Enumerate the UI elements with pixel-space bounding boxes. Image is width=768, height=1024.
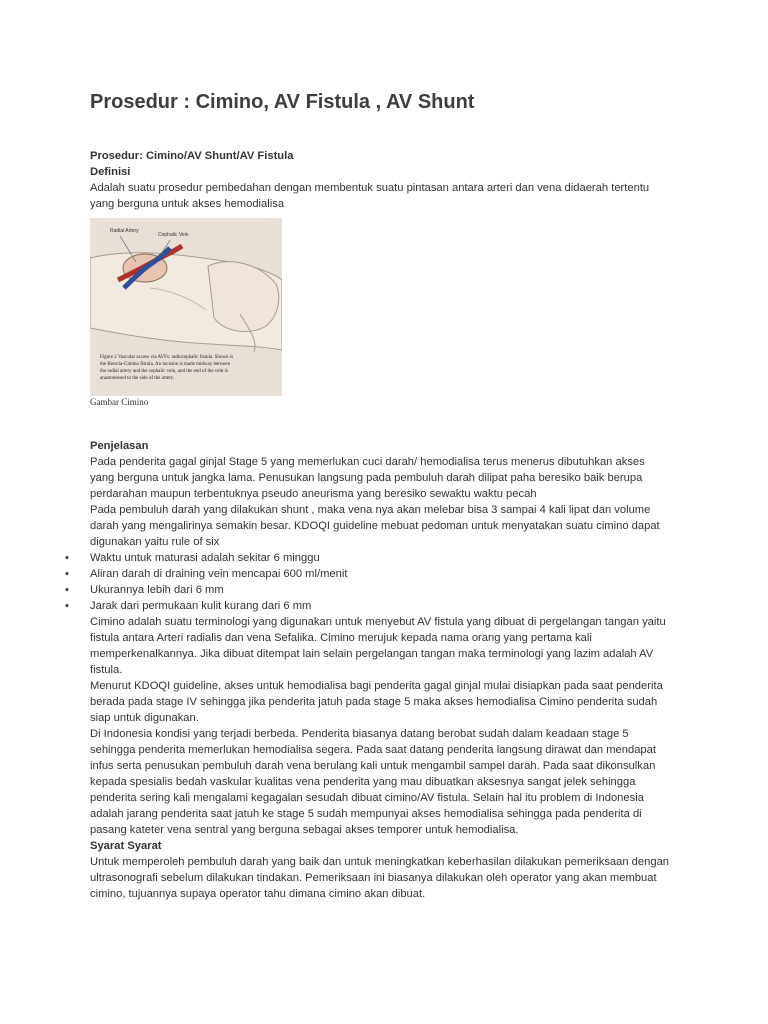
paragraph-line: Cimino adalah suatu terminologi yang digunakan untuk menyebut AV fistula yang dibuat di pergelangan tangan yaitu bbox=[90, 616, 666, 628]
figure-caption-line: the Brescia-Cimino fistula. An incision is made midway between bbox=[100, 362, 231, 367]
figure-name: Gambar Cimino bbox=[90, 397, 149, 407]
paragraph-line: yang berguna untuk jangka lama. Penusukan langsung pada pembuluh darah dilipat paha beresiko baik berupa bbox=[90, 472, 643, 484]
list-item-text: Ukurannya lebih dari 6 mm bbox=[90, 584, 224, 596]
paragraph-line: fistula. bbox=[90, 664, 123, 676]
definition-line: Adalah suatu prosedur pembedahan dengan membentuk suatu pintasan antara arteri dan vena didaerah tertentu bbox=[90, 182, 650, 194]
bullet-icon: • bbox=[65, 600, 69, 612]
definition-line: yang berguna untuk akses hemodialisa bbox=[90, 198, 285, 210]
paragraph-line: darah yang mengalirinya semakin besar. KDOQI guideline mebuat pedoman untuk menyatakan suatu cimino dapat bbox=[90, 520, 660, 532]
paragraph-line: infus serta penusukan pembuluh darah vena berulang kali untuk mengambil sampel darah. Pada saat dikonsulkan bbox=[90, 760, 656, 772]
subheading: Prosedur: Cimino/AV Shunt/AV Fistula bbox=[90, 150, 294, 162]
list-item bbox=[65, 598, 690, 614]
paragraph-line: Pada penderita gagal ginjal Stage 5 yang memerlukan cuci darah/ hemodialisa terus menerus dibutuhkan akses bbox=[90, 456, 645, 468]
list-item-text: Aliran darah di draining vein mencapai 600 ml/menit bbox=[90, 568, 348, 580]
paragraph-line: pasang kateter vena sentral yang berguna sebagai akses temporer untuk hemodialisa. bbox=[90, 824, 519, 836]
paragraph-line: penderita sering kali mengalami kegagalan sesudah dibuat cimino/AV fistula. Selain hal itu problem di Indonesia bbox=[90, 792, 644, 804]
list-item bbox=[65, 566, 690, 582]
paragraph-line: perdarahan maupun terbentuknya pseudo aneurisma yang beresiko sewaktu waktu pecah bbox=[90, 488, 537, 500]
list-item bbox=[65, 582, 690, 598]
page-title: Prosedur : Cimino, AV Fistula , AV Shunt bbox=[90, 91, 475, 113]
paragraph-line: ultrasonografi sebelum dilakukan tindakan. Pemeriksaan ini biasanya dilakukan oleh operator yang akan membuat bbox=[90, 872, 657, 884]
paragraph-line: cimino, tujuannya supaya operator tahu dimana cimino akan dibuat. bbox=[90, 888, 426, 900]
paragraph-line: Pada pembuluh darah yang dilakukan shunt , maka vena nya akan melebar bisa 3 sampai 4 kali lipat dan volume bbox=[90, 504, 651, 516]
figure-caption-line: Figure 2 Vascular access via AVFs: radiocephalic fistula. Shown is bbox=[100, 355, 234, 360]
radial-artery-label: Radial Artery bbox=[110, 228, 139, 234]
cephalic-vein-label: Cephalic Vein bbox=[158, 232, 189, 238]
cimino-illustration bbox=[90, 218, 282, 396]
bullet-icon: • bbox=[65, 568, 69, 580]
paragraph-line: fistula antara Arteri radialis dan vena Sefalika. Cimino merujuk kepada nama orang yang pertama kali bbox=[90, 632, 592, 644]
paragraph-line: Menurut KDOQI guideline, akses untuk hemodialisa bagi penderita gagal ginjal mulai disiapkan pada saat penderita bbox=[90, 680, 663, 692]
paragraph-line: digunakan yaitu rule of six bbox=[90, 536, 220, 548]
rule-of-six-list bbox=[65, 550, 690, 614]
document-body bbox=[65, 148, 690, 902]
paragraph-line: sehingga penderita memerlukan hemodialisa segera. Pada saat datang penderita langsung dirawat dan mendapat bbox=[90, 744, 656, 756]
list-item bbox=[65, 550, 690, 566]
penjelasan-heading: Penjelasan bbox=[90, 440, 149, 452]
list-item-text: Jarak dari permukaan kulit kurang dari 6 mm bbox=[90, 600, 312, 612]
paragraph-line: Di Indonesia kondisi yang terjadi berbeda. Penderita biasanya datang berobat sudah dalam keadaan stage 5 bbox=[90, 728, 629, 740]
paragraph-line: memperkenalkannya. Jika dibuat ditempat lain selain pergelangan tangan maka terminologi yang lazim adalah AV bbox=[90, 648, 654, 660]
list-item-text: Waktu untuk maturasi adalah sekitar 6 minggu bbox=[90, 552, 320, 564]
paragraph-line: adalah jarang penderita saat jatuh ke stage 5 sudah mempunyai akses hemodialisa sehingga pada penderita di bbox=[90, 808, 642, 820]
paragraph-line: berada pada stage IV sehingga jika penderita jatuh pada stage 5 maka akses hemodialisa Cimino penderita sudah bbox=[90, 696, 658, 708]
syarat-heading: Syarat Syarat bbox=[90, 840, 162, 852]
cimino-figure bbox=[90, 218, 282, 396]
bullet-icon: • bbox=[65, 584, 69, 596]
figure-caption-line: the radial artery and the cephalic vein, and the end of the vein is bbox=[100, 369, 229, 374]
paragraph-line: Untuk memperoleh pembuluh darah yang baik dan untuk meningkatkan keberhasilan dilakukan pemeriksaan dengan bbox=[90, 856, 670, 868]
definition-heading: Definisi bbox=[90, 166, 131, 178]
figure-caption-line: anastomosed to the side of the artery. bbox=[100, 376, 175, 381]
paragraph-line: kepada spesialis bedah vaskular kualitas vena penderita yang mau dibuatkan aksesnya sangat jelek sehingga bbox=[90, 776, 636, 788]
paragraph-line: siap untuk digunakan. bbox=[90, 712, 199, 724]
bullet-icon: • bbox=[65, 552, 69, 564]
